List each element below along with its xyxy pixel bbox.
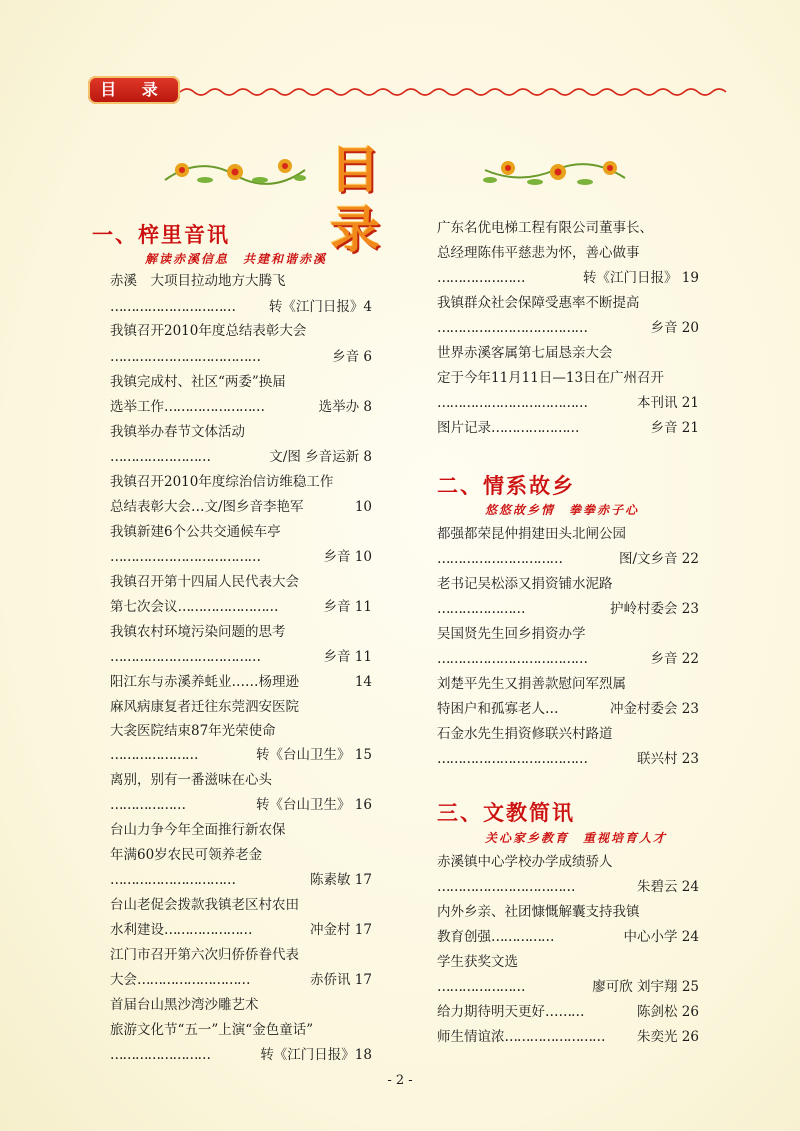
section-slogan-3: 关心家乡教育 重视培育人才	[485, 831, 668, 845]
page-title: 目 录	[330, 141, 398, 259]
wavy-divider	[180, 86, 728, 98]
header-tab: 目 录	[88, 76, 180, 104]
section-title-3: 三、文教简讯	[437, 801, 575, 825]
section-title-1: 一、梓里音讯	[92, 223, 230, 247]
flower-decoration-right-icon	[480, 150, 630, 195]
section-title-2: 二、情系故乡	[437, 474, 575, 498]
section-slogan-2: 悠悠故乡情 拳拳赤子心	[485, 503, 640, 517]
flower-decoration-left-icon	[160, 150, 310, 195]
section-slogan-1: 解读赤溪信息 共建和谐赤溪	[145, 252, 328, 266]
page-number: - 2 -	[387, 1073, 413, 1088]
